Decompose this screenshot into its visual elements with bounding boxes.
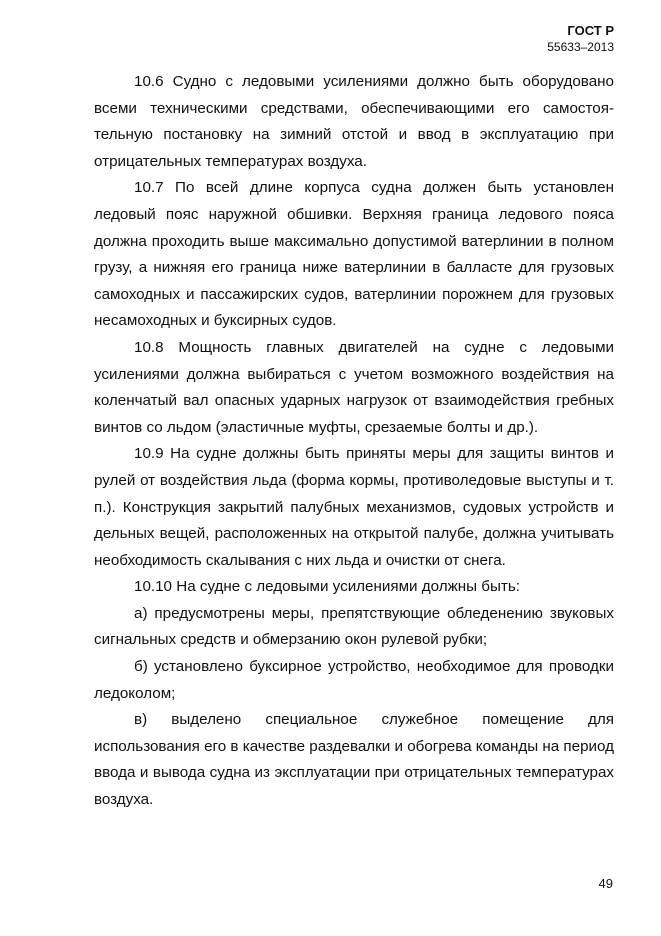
document-header [547,22,614,55]
list-item-text: б) установлено буксирное устройство, необходимое для проводки ледоколом; [94,658,614,702]
list-item-b [94,654,614,707]
paragraph-text: 10.6 Судно с ледовыми усилениями должно быть оборудовано всеми техническими средствами, обеспечивающими его самостоя-тельную постановку на зимний отстой и ввод в эксплуатацию при отрицательных температурах воздуха. [94,73,614,170]
list-item-text: в) выделено специальное служебное помещение для использования его в качестве раздевалки и обогрева команды на период ввода и вывода судна из эксплуатации при отрицательных температурах воздуха. [94,711,614,809]
paragraph-10-10 [94,574,614,601]
list-item-text: а) предусмотрены меры, препятствующие обледенению звуковых сигнальных средств и обмерзанию окон рулевой рубки; [94,604,614,649]
list-item-v [94,707,614,813]
document-body [94,69,614,814]
list-item-a [94,601,614,654]
paragraph-text: 10.8 Мощность главных двигателей на судне с ледовыми усилениями должна выбираться с учетом возможного воздействия на коленчатый вал опасных ударных нагрузок от взаимодействия гребных винтов со льдом (эластичные муфты, срезаемые болты и др.). [94,338,614,436]
paragraph-10-8 [94,335,614,441]
paragraph-10-6 [94,69,614,175]
paragraph-10-9 [94,441,614,574]
paragraph-10-7 [94,175,614,335]
page-number: 49 [598,876,613,891]
standard-code: ГОСТ Р [567,23,614,38]
standard-number: 55633–2013 [547,40,614,54]
paragraph-text: 10.7 По всей длине корпуса судна должен быть установлен ледовый пояс наружной обшивки. Верхняя граница ледового пояса должна проходить выше максимально допустимой ватерлинии в полном грузу, а нижняя его граница ниже ватерлинии в балласте для грузовых самоходных и пассажирских судов, ватерлинии порожнем для грузовых несамоходных и буксирных судов. [94,179,614,330]
paragraph-text: 10.9 На судне должны быть приняты меры для защиты винтов и рулей от воздействия льда (форма кормы, противоледовые выступы и т. п.). Конструкция закрытий палубных механизмов, судовых устройств и дельных вещей, расположенных на открытой палубе, должна учитывать необходимость скалывания с них льда и очистки от снега. [94,445,614,569]
paragraph-text: 10.10 На судне с ледовыми усилениями должны быть: [134,578,520,596]
